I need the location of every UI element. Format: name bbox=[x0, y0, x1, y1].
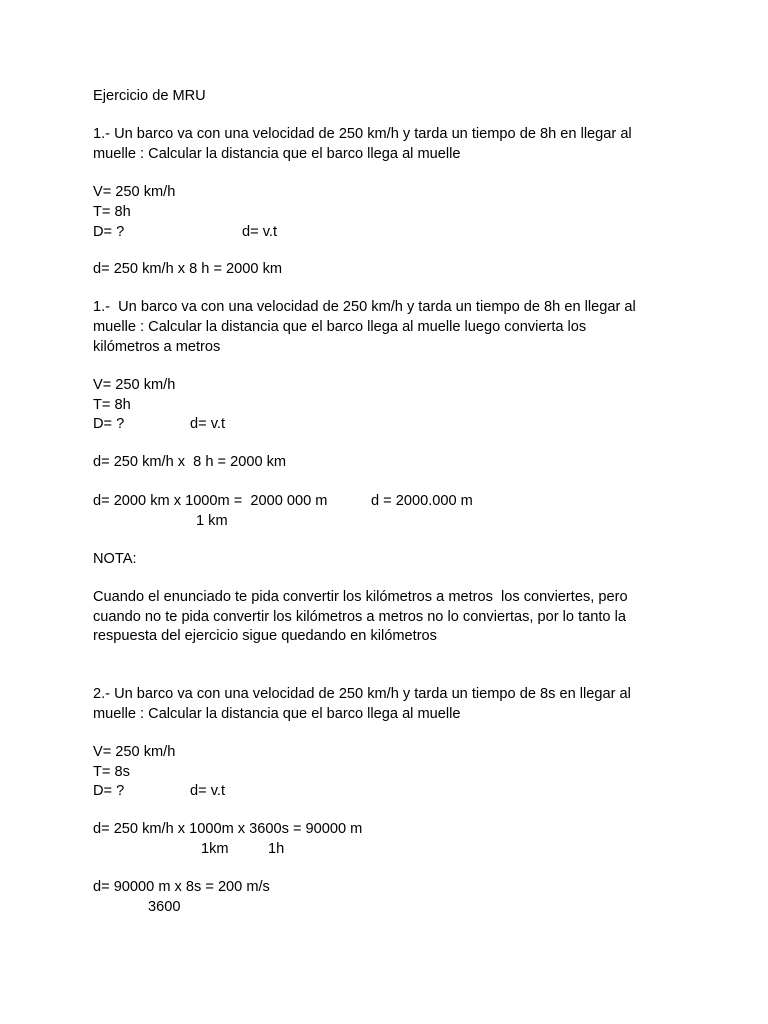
ex2-result-denominator: 3600 bbox=[148, 899, 181, 915]
note-line3: respuesta del ejercicio sigue quedando en kilómetros bbox=[93, 628, 437, 644]
ex1b-statement-line3: kilómetros a metros bbox=[93, 339, 221, 355]
ex1b-result: d= 250 km/h x 8 h = 2000 km bbox=[93, 454, 287, 470]
ex2-result: d= 90000 m x 8s = 200 m/s bbox=[93, 879, 270, 895]
ex2-statement-line2: muelle : Calcular la distancia que el barco llega al muelle bbox=[93, 706, 461, 722]
ex2-statement-line1: 2.- Un barco va con una velocidad de 250 km/h y tarda un tiempo de 8s en llegar al bbox=[93, 686, 631, 702]
ex2-denominator-h: 1h bbox=[268, 841, 285, 857]
ex2-time: T= 8s bbox=[93, 764, 130, 780]
ex1b-conversion: d= 2000 km x 1000m = 2000 000 m bbox=[93, 493, 328, 509]
ex2-formula: d= v.t bbox=[190, 783, 226, 799]
ex1-time: T= 8h bbox=[93, 204, 131, 220]
ex1-result: d= 250 km/h x 8 h = 2000 km bbox=[93, 261, 283, 277]
ex2-denominator-km: 1km bbox=[201, 841, 229, 857]
ex1b-velocity: V= 250 km/h bbox=[93, 377, 176, 393]
ex1b-statement-line1: 1.- Un barco va con una velocidad de 250 km/h y tarda un tiempo de 8h en llegar al bbox=[93, 299, 636, 315]
ex1b-distance: D= ? bbox=[93, 416, 125, 432]
ex2-velocity: V= 250 km/h bbox=[93, 744, 176, 760]
ex1b-conversion-denominator: 1 km bbox=[196, 513, 228, 529]
ex1-formula: d= v.t bbox=[242, 224, 278, 240]
ex1b-statement-line2: muelle : Calcular la distancia que el barco llega al muelle luego convierta los bbox=[93, 319, 587, 335]
ex2-distance: D= ? bbox=[93, 783, 125, 799]
note-label: NOTA: bbox=[93, 551, 137, 567]
document-title: Ejercicio de MRU bbox=[93, 88, 206, 104]
ex1b-formula: d= v.t bbox=[190, 416, 226, 432]
ex1-statement-line1: 1.- Un barco va con una velocidad de 250 km/h y tarda un tiempo de 8h en llegar al bbox=[93, 126, 632, 142]
ex2-conversion: d= 250 km/h x 1000m x 3600s = 90000 m bbox=[93, 821, 363, 837]
ex1-distance: D= ? bbox=[93, 224, 125, 240]
ex1-statement-line2: muelle : Calcular la distancia que el barco llega al muelle bbox=[93, 146, 461, 162]
ex1b-conversion-result: d = 2000.000 m bbox=[371, 493, 473, 509]
ex1-velocity: V= 250 km/h bbox=[93, 184, 176, 200]
note-line1: Cuando el enunciado te pida convertir los kilómetros a metros los conviertes, pero bbox=[93, 589, 628, 605]
ex1b-time: T= 8h bbox=[93, 397, 131, 413]
note-line2: cuando no te pida convertir los kilómetros a metros no lo conviertas, por lo tanto la bbox=[93, 609, 626, 625]
